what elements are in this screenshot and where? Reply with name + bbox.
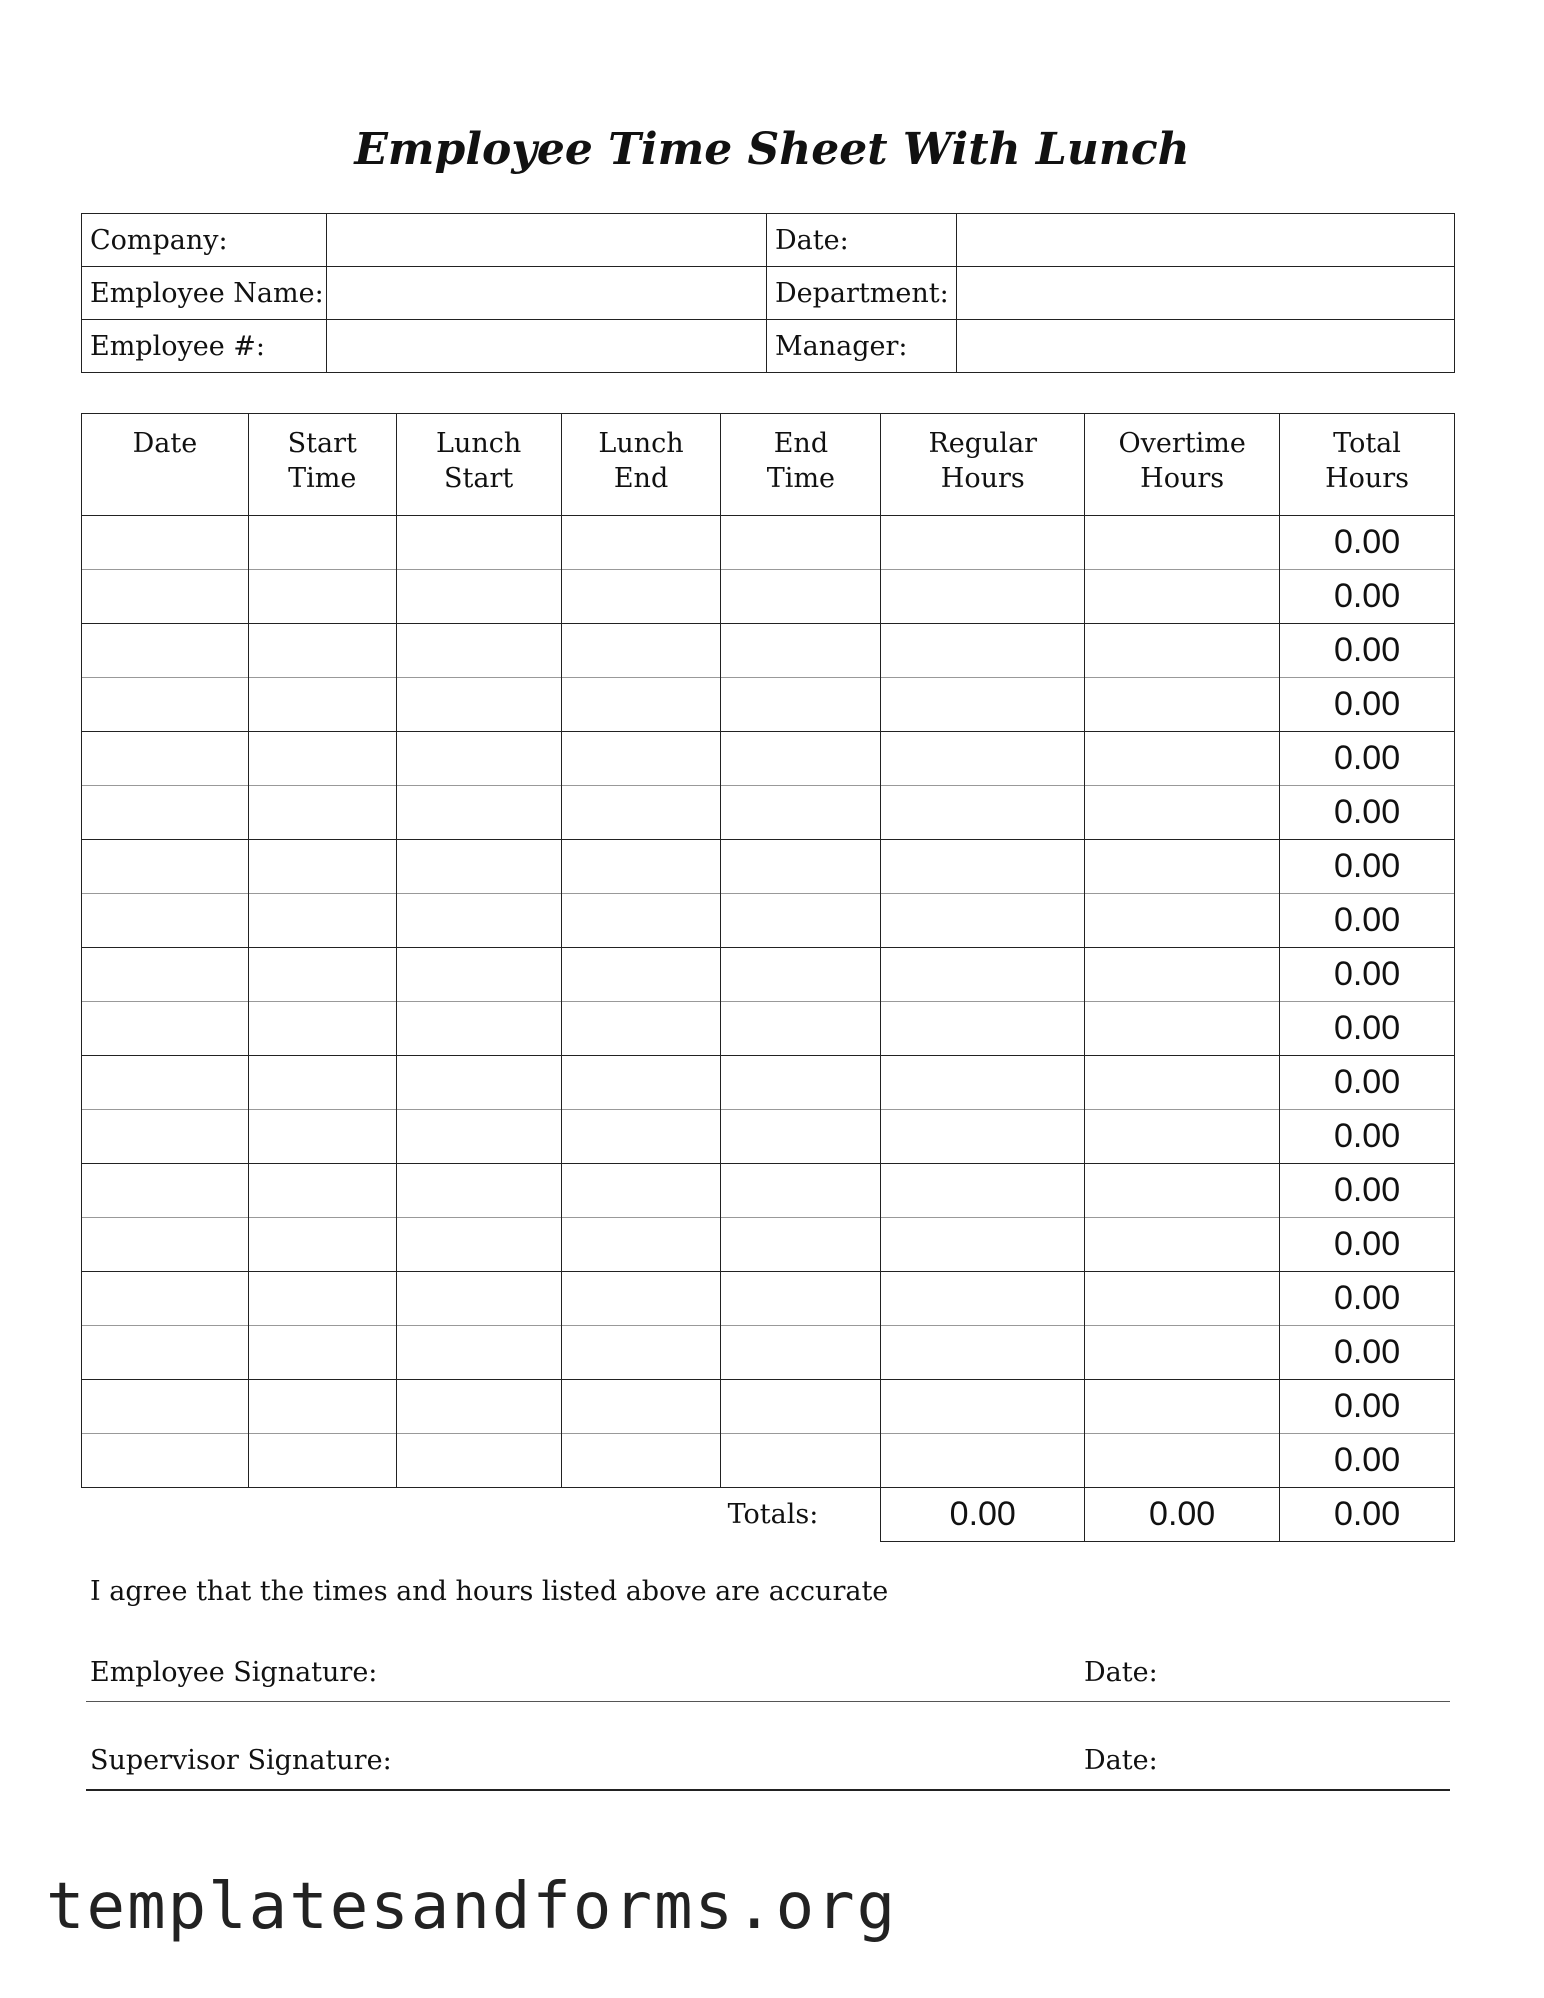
row-total-hours: 0.00	[1280, 1002, 1455, 1056]
table-row	[82, 786, 1455, 840]
row-total-hours: 0.00	[1280, 1380, 1455, 1434]
entry-cell-date[interactable]	[82, 732, 249, 786]
entry-cell-lunch-end[interactable]	[561, 624, 721, 678]
entry-cell-overtime-hours[interactable]	[1085, 624, 1280, 678]
entry-cell-start-time[interactable]	[248, 894, 396, 948]
entry-cell-lunch-end[interactable]	[561, 894, 721, 948]
totals-row	[82, 1488, 1455, 1542]
entry-cell-regular-hours[interactable]	[881, 1272, 1085, 1326]
department-label: Department:	[767, 267, 957, 320]
entry-cell-start-time[interactable]	[248, 948, 396, 1002]
entry-cell-lunch-end[interactable]	[561, 1326, 721, 1380]
table-row	[82, 1272, 1455, 1326]
entry-cell-start-time[interactable]	[248, 1218, 396, 1272]
entry-cell-regular-hours[interactable]	[881, 1056, 1085, 1110]
entry-cell-start-time[interactable]	[248, 1164, 396, 1218]
entry-cell-lunch-start[interactable]	[396, 678, 561, 732]
column-header-line: Overtime	[1118, 428, 1246, 459]
entry-cell-overtime-hours[interactable]	[1085, 1380, 1280, 1434]
entry-cell-end-time[interactable]	[721, 786, 881, 840]
column-header-date	[82, 414, 249, 516]
entry-cell-end-time[interactable]	[721, 1164, 881, 1218]
entry-cell-start-time[interactable]	[248, 1272, 396, 1326]
entry-cell-lunch-end[interactable]	[561, 1110, 721, 1164]
entry-cell-date[interactable]	[82, 1110, 249, 1164]
date-label: Date:	[767, 214, 957, 267]
time-entry-table	[81, 413, 1455, 1542]
table-row	[82, 570, 1455, 624]
entry-cell-regular-hours[interactable]	[881, 786, 1085, 840]
entry-cell-lunch-start[interactable]	[396, 948, 561, 1002]
table-row	[82, 1164, 1455, 1218]
entry-cell-regular-hours[interactable]	[881, 1380, 1085, 1434]
entry-cell-lunch-start[interactable]	[396, 1002, 561, 1056]
entry-cell-regular-hours[interactable]	[881, 570, 1085, 624]
entry-cell-regular-hours[interactable]	[881, 1002, 1085, 1056]
date-field[interactable]	[957, 214, 1455, 267]
entry-cell-overtime-hours[interactable]	[1085, 894, 1280, 948]
entry-cell-regular-hours[interactable]	[881, 1326, 1085, 1380]
entry-cell-lunch-end[interactable]	[561, 570, 721, 624]
table-row	[82, 840, 1455, 894]
totals-label: Totals:	[727, 1499, 819, 1531]
column-header-line: Total	[1333, 428, 1401, 459]
entry-cell-lunch-end[interactable]	[561, 786, 721, 840]
entry-cell-date[interactable]	[82, 1056, 249, 1110]
entry-cell-lunch-end[interactable]	[561, 948, 721, 1002]
column-header-line: Lunch	[598, 428, 684, 459]
row-total-hours: 0.00	[1280, 1434, 1455, 1488]
entry-cell-end-time[interactable]	[721, 1056, 881, 1110]
column-header-line: End	[773, 428, 829, 459]
page-title: Employee Time Sheet With Lunch	[354, 124, 1190, 175]
entry-cell-end-time[interactable]	[721, 732, 881, 786]
entry-cell-start-time[interactable]	[248, 840, 396, 894]
entry-cell-end-time[interactable]	[721, 1326, 881, 1380]
entry-cell-end-time[interactable]	[721, 516, 881, 570]
entry-cell-lunch-start[interactable]	[396, 732, 561, 786]
entry-cell-date[interactable]	[82, 786, 249, 840]
entry-cell-lunch-end[interactable]	[561, 840, 721, 894]
manager-field[interactable]	[957, 320, 1455, 373]
table-row	[82, 1056, 1455, 1110]
entry-cell-lunch-start[interactable]	[396, 1110, 561, 1164]
entry-cell-end-time[interactable]	[721, 894, 881, 948]
entry-cell-start-time[interactable]	[248, 732, 396, 786]
entry-cell-overtime-hours[interactable]	[1085, 948, 1280, 1002]
employee-number-field[interactable]	[327, 320, 767, 373]
entry-cell-date[interactable]	[82, 1164, 249, 1218]
entry-cell-overtime-hours[interactable]	[1085, 1218, 1280, 1272]
entry-cell-end-time[interactable]	[721, 1434, 881, 1488]
entry-cell-lunch-start[interactable]	[396, 1056, 561, 1110]
entry-cell-start-time[interactable]	[248, 786, 396, 840]
entry-cell-overtime-hours[interactable]	[1085, 786, 1280, 840]
entry-cell-overtime-hours[interactable]	[1085, 516, 1280, 570]
entry-cell-regular-hours[interactable]	[881, 1434, 1085, 1488]
table-row	[82, 1110, 1455, 1164]
column-header-line: Start	[287, 428, 357, 459]
entry-cell-end-time[interactable]	[721, 1272, 881, 1326]
entry-cell-date[interactable]	[82, 1002, 249, 1056]
entry-cell-end-time[interactable]	[721, 624, 881, 678]
entry-cell-overtime-hours[interactable]	[1085, 1272, 1280, 1326]
time-entry-rows	[82, 516, 1455, 1542]
entry-cell-date[interactable]	[82, 1272, 249, 1326]
entry-cell-lunch-start[interactable]	[396, 1380, 561, 1434]
column-header-line: Hours	[940, 463, 1025, 494]
total-overtime-hours: 0.00	[1085, 1488, 1280, 1542]
employee-name-label: Employee Name:	[82, 267, 327, 320]
entry-cell-date[interactable]	[82, 1434, 249, 1488]
total-total-hours: 0.00	[1280, 1488, 1455, 1542]
employee-signature-date-label: Date:	[1084, 1657, 1158, 1688]
entry-cell-lunch-start[interactable]	[396, 516, 561, 570]
entry-cell-date[interactable]	[82, 840, 249, 894]
entry-cell-date[interactable]	[82, 624, 249, 678]
entry-cell-overtime-hours[interactable]	[1085, 840, 1280, 894]
entry-cell-lunch-start[interactable]	[396, 570, 561, 624]
entry-cell-regular-hours[interactable]	[881, 516, 1085, 570]
entry-cell-end-time[interactable]	[721, 678, 881, 732]
entry-cell-date[interactable]	[82, 1380, 249, 1434]
entry-cell-regular-hours[interactable]	[881, 1218, 1085, 1272]
column-header-overtime-hours	[1085, 414, 1280, 516]
table-row	[82, 1434, 1455, 1488]
entry-cell-lunch-start[interactable]	[396, 1326, 561, 1380]
entry-cell-lunch-start[interactable]	[396, 894, 561, 948]
column-header-total-hours	[1280, 414, 1455, 516]
entry-cell-overtime-hours[interactable]	[1085, 1434, 1280, 1488]
column-header-line: Date	[132, 428, 198, 459]
row-total-hours: 0.00	[1280, 624, 1455, 678]
table-row	[82, 1218, 1455, 1272]
company-label: Company:	[82, 214, 327, 267]
column-header-lunch-start	[396, 414, 561, 516]
column-header-line: Time	[766, 463, 836, 494]
entry-cell-lunch-start[interactable]	[396, 840, 561, 894]
entry-cell-lunch-end[interactable]	[561, 1218, 721, 1272]
entry-cell-date[interactable]	[82, 894, 249, 948]
row-total-hours: 0.00	[1280, 786, 1455, 840]
column-header-line: Start	[444, 463, 514, 494]
row-total-hours: 0.00	[1280, 1326, 1455, 1380]
entry-cell-end-time[interactable]	[721, 1218, 881, 1272]
entry-cell-regular-hours[interactable]	[881, 948, 1085, 1002]
agreement-text: I agree that the times and hours listed above are accurate	[90, 1576, 889, 1607]
entry-cell-lunch-end[interactable]	[561, 1164, 721, 1218]
row-total-hours: 0.00	[1280, 1164, 1455, 1218]
entry-cell-lunch-start[interactable]	[396, 1164, 561, 1218]
entry-cell-overtime-hours[interactable]	[1085, 1164, 1280, 1218]
employee-name-field[interactable]	[327, 267, 767, 320]
entry-cell-date[interactable]	[82, 948, 249, 1002]
entry-cell-start-time[interactable]	[248, 678, 396, 732]
entry-cell-start-time[interactable]	[248, 624, 396, 678]
department-field[interactable]	[957, 267, 1455, 320]
entry-cell-lunch-start[interactable]	[396, 624, 561, 678]
table-row	[82, 624, 1455, 678]
entry-cell-lunch-end[interactable]	[561, 1002, 721, 1056]
table-row	[82, 732, 1455, 786]
entry-cell-end-time[interactable]	[721, 948, 881, 1002]
supervisor-signature-date-label: Date:	[1084, 1745, 1158, 1776]
entry-cell-regular-hours[interactable]	[881, 1110, 1085, 1164]
entry-cell-date[interactable]	[82, 1326, 249, 1380]
watermark: templatesandforms.org	[46, 1870, 898, 1944]
company-field[interactable]	[327, 214, 767, 267]
entry-cell-start-time[interactable]	[248, 516, 396, 570]
row-total-hours: 0.00	[1280, 1218, 1455, 1272]
row-total-hours: 0.00	[1280, 1272, 1455, 1326]
entry-cell-end-time[interactable]	[721, 840, 881, 894]
supervisor-signature-rule	[86, 1789, 1450, 1791]
table-row	[82, 948, 1455, 1002]
column-header-line: Regular	[928, 428, 1038, 459]
table-row	[82, 1002, 1455, 1056]
entry-cell-date[interactable]	[82, 678, 249, 732]
column-header-end-time	[721, 414, 881, 516]
row-total-hours: 0.00	[1280, 678, 1455, 732]
entry-cell-start-time[interactable]	[248, 570, 396, 624]
column-header-regular-hours	[881, 414, 1085, 516]
entry-cell-lunch-start[interactable]	[396, 1218, 561, 1272]
entry-cell-date[interactable]	[82, 516, 249, 570]
row-total-hours: 0.00	[1280, 732, 1455, 786]
entry-cell-end-time[interactable]	[721, 1380, 881, 1434]
entry-cell-overtime-hours[interactable]	[1085, 1326, 1280, 1380]
column-header-start-time	[248, 414, 396, 516]
entry-cell-lunch-end[interactable]	[561, 1380, 721, 1434]
table-row	[82, 1380, 1455, 1434]
entry-cell-regular-hours[interactable]	[881, 624, 1085, 678]
column-header-line: End	[613, 463, 669, 494]
column-header-line: Hours	[1140, 463, 1225, 494]
entry-cell-overtime-hours[interactable]	[1085, 732, 1280, 786]
entry-cell-end-time[interactable]	[721, 1002, 881, 1056]
entry-cell-start-time[interactable]	[248, 1380, 396, 1434]
entry-cell-overtime-hours[interactable]	[1085, 1002, 1280, 1056]
entry-cell-lunch-end[interactable]	[561, 1056, 721, 1110]
row-total-hours: 0.00	[1280, 516, 1455, 570]
entry-cell-date[interactable]	[82, 1218, 249, 1272]
entry-cell-start-time[interactable]	[248, 1002, 396, 1056]
entry-cell-start-time[interactable]	[248, 1434, 396, 1488]
entry-cell-lunch-end[interactable]	[561, 678, 721, 732]
employee-signature-rule	[86, 1701, 1450, 1702]
entry-cell-lunch-start[interactable]	[396, 1434, 561, 1488]
entry-cell-regular-hours[interactable]	[881, 732, 1085, 786]
entry-cell-start-time[interactable]	[248, 1056, 396, 1110]
entry-cell-overtime-hours[interactable]	[1085, 1056, 1280, 1110]
table-row	[82, 678, 1455, 732]
column-header-line: Time	[288, 463, 357, 494]
row-total-hours: 0.00	[1280, 1110, 1455, 1164]
table-header-row	[82, 414, 1455, 516]
entry-cell-date[interactable]	[82, 570, 249, 624]
employee-signature-label: Employee Signature:	[90, 1657, 378, 1688]
row-total-hours: 0.00	[1280, 840, 1455, 894]
row-total-hours: 0.00	[1280, 948, 1455, 1002]
entry-cell-overtime-hours[interactable]	[1085, 678, 1280, 732]
entry-cell-regular-hours[interactable]	[881, 840, 1085, 894]
entry-cell-lunch-start[interactable]	[396, 786, 561, 840]
row-total-hours: 0.00	[1280, 894, 1455, 948]
table-row	[82, 516, 1455, 570]
entry-cell-overtime-hours[interactable]	[1085, 1110, 1280, 1164]
entry-cell-regular-hours[interactable]	[881, 894, 1085, 948]
column-header-line: Hours	[1325, 463, 1410, 494]
row-total-hours: 0.00	[1280, 570, 1455, 624]
row-total-hours: 0.00	[1280, 1056, 1455, 1110]
total-regular-hours: 0.00	[881, 1488, 1085, 1542]
entry-cell-regular-hours[interactable]	[881, 1164, 1085, 1218]
column-header-line: Lunch	[436, 428, 522, 459]
employee-number-label: Employee #:	[82, 320, 327, 373]
employee-info-table	[81, 213, 1455, 373]
table-row	[82, 1326, 1455, 1380]
entry-cell-start-time[interactable]	[248, 1326, 396, 1380]
entry-cell-end-time[interactable]	[721, 570, 881, 624]
entry-cell-overtime-hours[interactable]	[1085, 570, 1280, 624]
entry-cell-start-time[interactable]	[248, 1110, 396, 1164]
column-header-lunch-end	[561, 414, 721, 516]
entry-cell-lunch-end[interactable]	[561, 732, 721, 786]
manager-label: Manager:	[767, 320, 957, 373]
entry-cell-lunch-start[interactable]	[396, 1272, 561, 1326]
entry-cell-lunch-end[interactable]	[561, 516, 721, 570]
entry-cell-lunch-end[interactable]	[561, 1434, 721, 1488]
supervisor-signature-label: Supervisor Signature:	[90, 1745, 392, 1776]
table-row	[82, 894, 1455, 948]
entry-cell-end-time[interactable]	[721, 1110, 881, 1164]
entry-cell-lunch-end[interactable]	[561, 1272, 721, 1326]
entry-cell-regular-hours[interactable]	[881, 678, 1085, 732]
